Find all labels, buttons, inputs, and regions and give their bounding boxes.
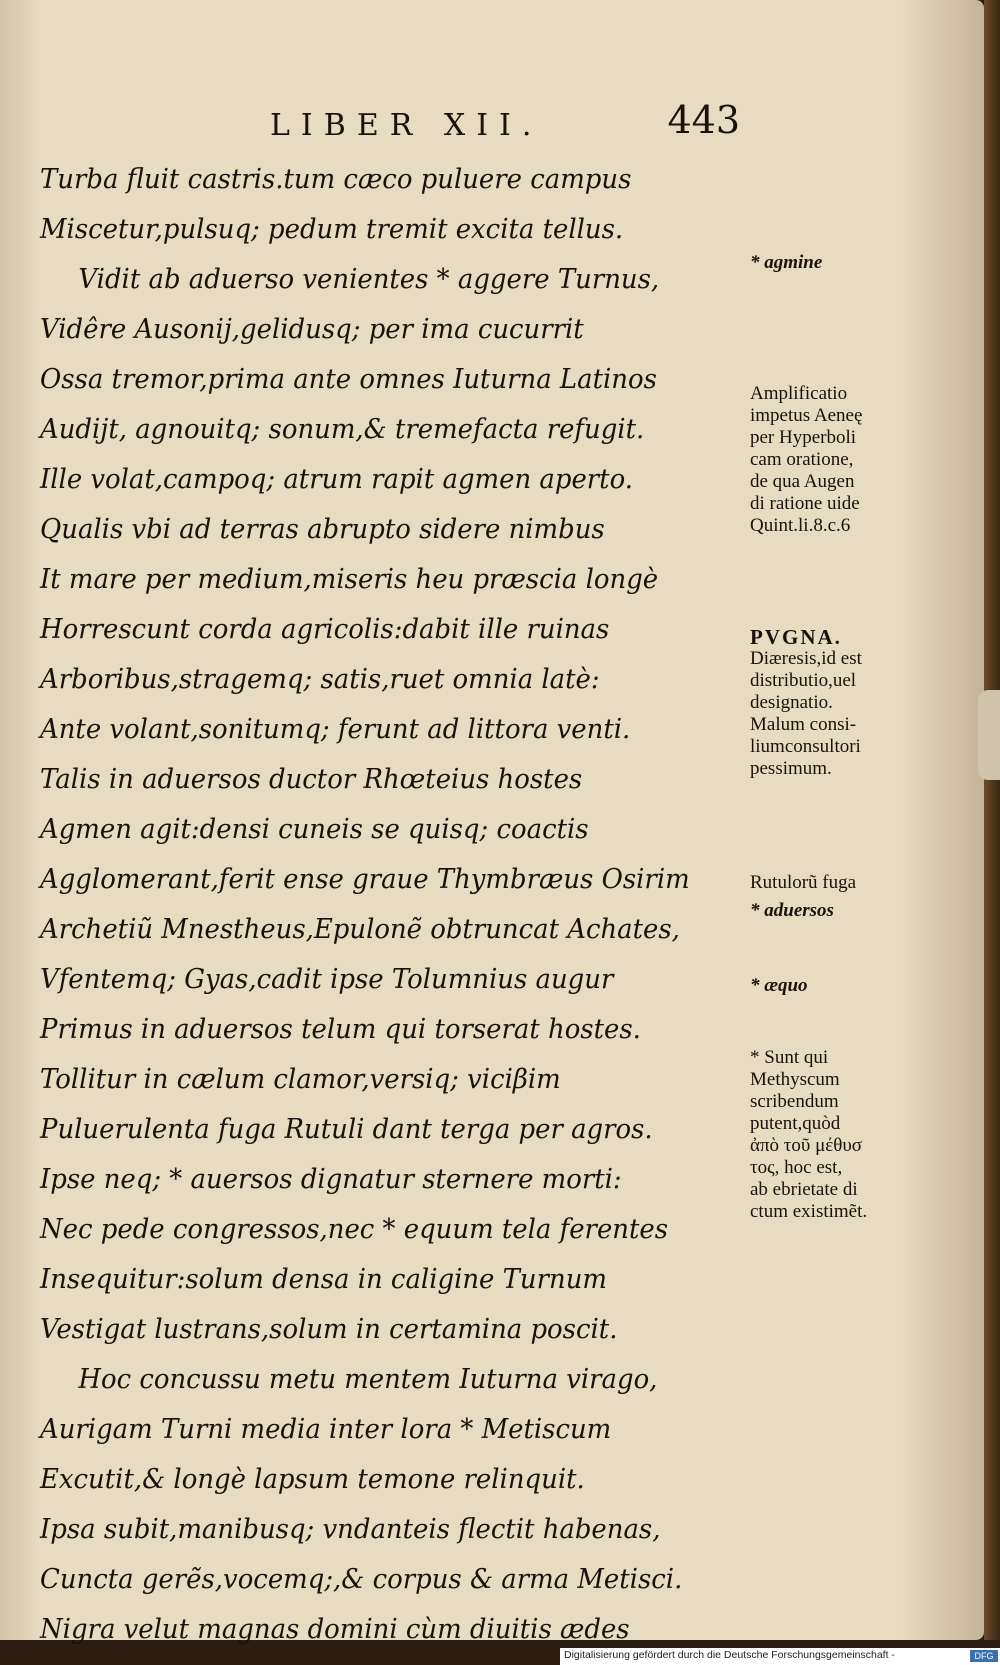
note-line: Amplificatio xyxy=(750,383,848,404)
note-line: distributio,uel xyxy=(750,670,857,691)
note-line: impetus Aeneę xyxy=(750,405,863,426)
note-line: liumconsultori xyxy=(750,736,861,757)
note-line: ἀπὸ τοῦ μέθυσ xyxy=(750,1135,863,1156)
note-line: Rutulorũ fuga xyxy=(750,872,857,893)
note-line: Diæresis,id est xyxy=(750,648,862,669)
book-edge xyxy=(984,0,1000,1640)
verse-line: Agmen agit:densi cuneis se quisq; coactis xyxy=(40,814,589,845)
note-line: designatio. xyxy=(750,692,833,713)
footer-credit xyxy=(560,1648,1000,1665)
page-header xyxy=(270,98,750,148)
note-line: pessimum. xyxy=(750,758,832,779)
verse-line: Turba fluit castris.tum cæco puluere campus xyxy=(40,164,632,195)
note-line: di ratione uide xyxy=(750,493,860,514)
page-number: 443 xyxy=(667,98,740,142)
dfg-logo: DFG xyxy=(970,1650,998,1662)
verse-line: Excutit,& longè lapsum temone relinquit. xyxy=(40,1464,585,1495)
marginal-note xyxy=(750,872,930,894)
verse-line: It mare per medium,miseris heu præscia longè xyxy=(40,564,659,595)
verse-line: Arboribus,stragemq; satis,ruet omnia latè: xyxy=(40,664,600,695)
verse-line: Insequitur:solum densa in caligine Turnum xyxy=(40,1264,607,1295)
note-line: ab ebrietate di xyxy=(750,1179,858,1200)
verse-line: Ille volat,campoq; atrum rapit agmen aperto. xyxy=(40,464,633,495)
note-line: * æquo xyxy=(750,975,808,996)
verse-line: Vfentemq; Gyas,cadit ipse Tolumnius augur xyxy=(40,964,614,995)
marginal-note xyxy=(750,900,930,922)
verse-line: Nec pede congressos,nec * equum tela ferentes xyxy=(40,1214,669,1245)
footer-text: Digitalisierung gefördert durch die Deutsche Forschungsgemeinschaft - xyxy=(564,1649,895,1661)
verse-line: Cuncta gerẽs,vocemq;,& corpus & arma Metisci. xyxy=(40,1564,683,1595)
marginal-note xyxy=(750,626,930,780)
marginal-note xyxy=(750,1047,930,1223)
note-line: scribendum xyxy=(750,1091,839,1112)
verse-line: Nigra velut magnas domini cùm diuitis ædes xyxy=(40,1614,630,1645)
verse-line: Ipse neq; * auersos dignatur sternere morti: xyxy=(40,1164,622,1195)
running-title: LIBER XII. xyxy=(270,108,543,143)
verse-line: Horrescunt corda agricolis:dabit ille ruinas xyxy=(40,614,610,645)
verse-line: Audijt, agnouitq; sonum,& tremefacta refugit. xyxy=(40,414,645,445)
note-line: Methyscum xyxy=(750,1069,840,1090)
note-line: * Sunt qui xyxy=(750,1047,829,1068)
note-line: * agmine xyxy=(750,252,823,273)
verse-line: Miscetur,pulsuq; pedum tremit excita tellus. xyxy=(40,214,624,245)
verse-line: Ante volant,sonitumq; ferunt ad littora venti. xyxy=(40,714,631,745)
verse-line: Aurigam Turni media inter lora * Metiscum xyxy=(40,1414,612,1445)
verse-line: Ipsa subit,manibusq; vndanteis flectit habenas, xyxy=(40,1514,661,1545)
marginal-note xyxy=(750,975,930,997)
page-tab-marker xyxy=(978,690,1000,780)
verse-block xyxy=(40,155,760,1655)
verse-line: Vidêre Ausonij,gelidusq; per ima cucurrit xyxy=(40,314,584,345)
note-line: τος, hoc est, xyxy=(750,1157,843,1178)
note-line: PVGNA. xyxy=(750,625,842,649)
verse-line: Puluerulenta fuga Rutuli dant terga per agros. xyxy=(40,1114,653,1145)
note-line: Malum consi- xyxy=(750,714,857,735)
note-line: per Hyperboli xyxy=(750,427,857,448)
verse-line: Talis in aduersos ductor Rhœteius hostes xyxy=(40,764,583,795)
verse-line: Primus in aduersos telum qui torserat hostes. xyxy=(40,1014,641,1045)
marginal-note xyxy=(750,383,930,537)
verse-line: Ossa tremor,prima ante omnes Iuturna Latinos xyxy=(40,364,657,395)
verse-line: Agglomerant,ferit ense graue Thymbræus Osirim xyxy=(40,864,690,895)
verse-line: Vidit ab aduerso venientes * aggere Turnus, xyxy=(78,264,660,295)
note-line: de qua Augen xyxy=(750,471,855,492)
verse-line: Tollitur in cælum clamor,versiq; viciβim xyxy=(40,1064,561,1095)
verse-line: Vestigat lustrans,solum in certamina poscit. xyxy=(40,1314,618,1345)
note-line: cam oratione, xyxy=(750,449,854,470)
note-line: * aduersos xyxy=(750,900,834,921)
marginal-note xyxy=(750,252,930,274)
verse-line: Archetiũ Mnestheus,Epulonẽ obtruncat Achates, xyxy=(40,914,680,945)
note-line: Quint.li.8.c.6 xyxy=(750,515,851,536)
verse-line: Hoc concussu metu mentem Iuturna virago, xyxy=(78,1364,658,1395)
note-line: putent,quòd xyxy=(750,1113,841,1134)
verse-line: Qualis vbi ad terras abrupto sidere nimbus xyxy=(40,514,605,545)
note-line: ctum existimẽt. xyxy=(750,1201,868,1222)
